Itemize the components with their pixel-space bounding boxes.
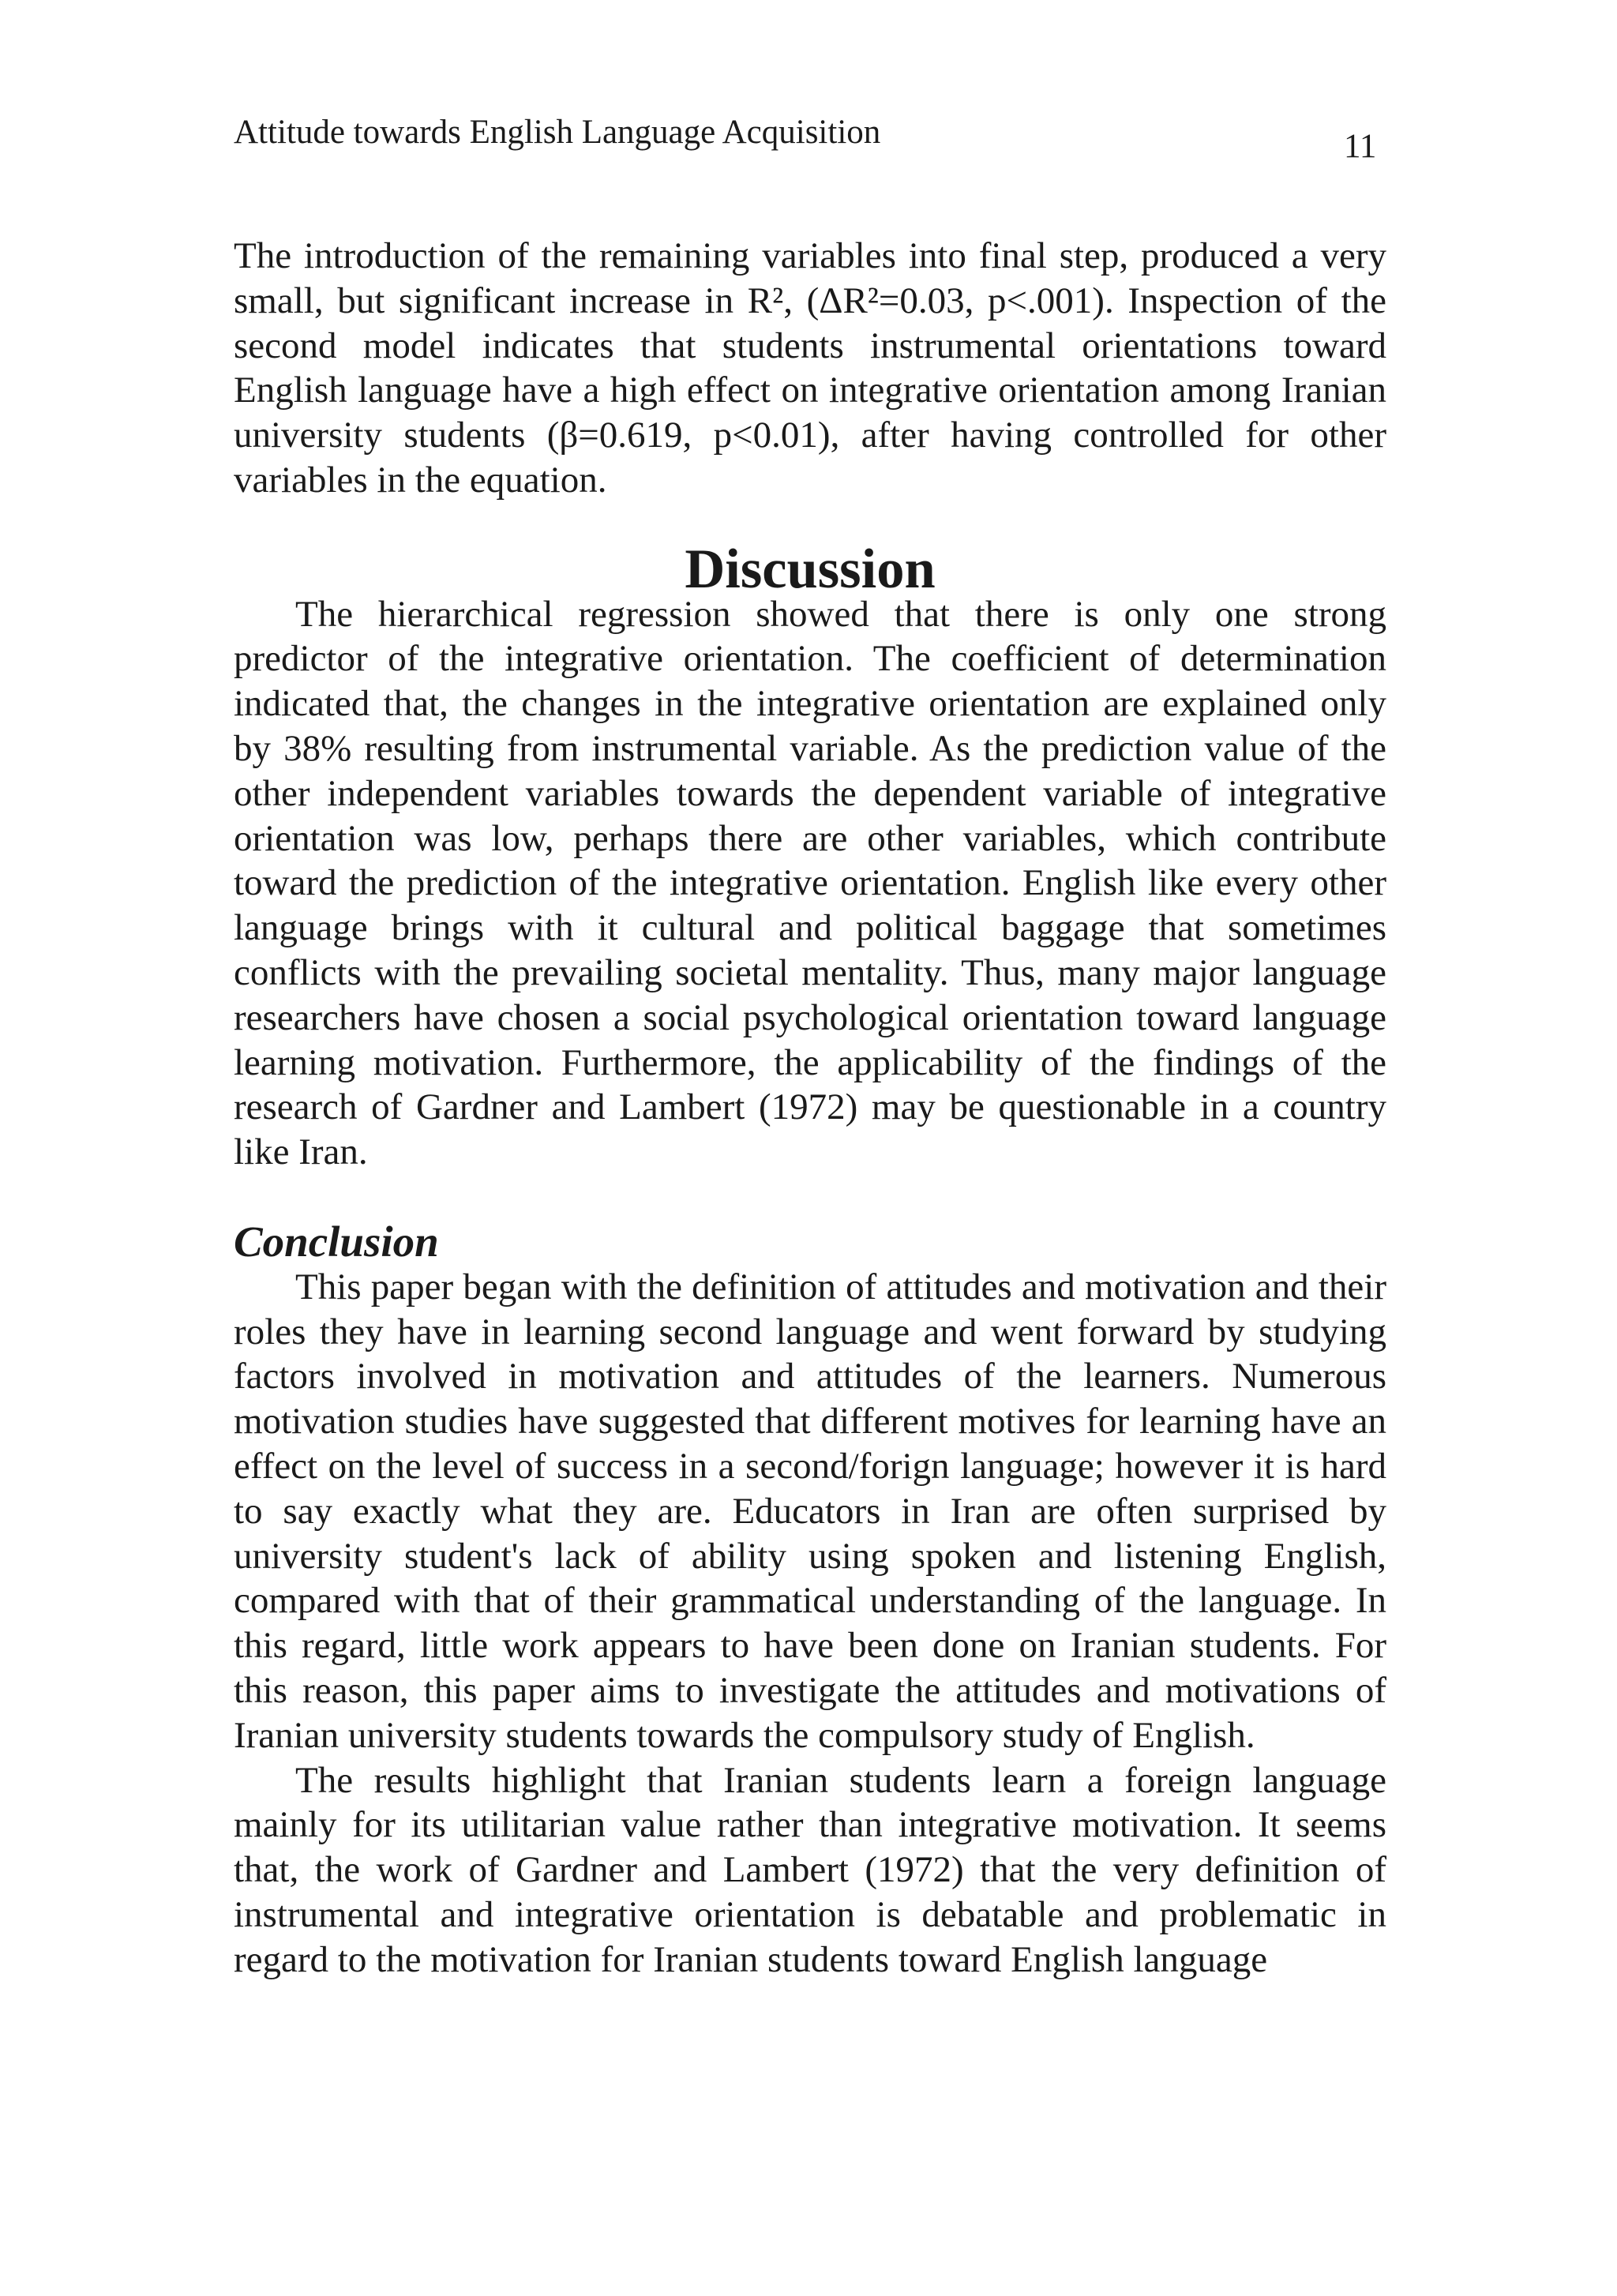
page-number: 11 — [1344, 128, 1377, 165]
running-head-title: Attitude towards English Language Acquisition — [234, 114, 881, 151]
discussion-heading: Discussion — [685, 538, 936, 600]
discussion-paragraph: The hierarchical regression showed that there is only one strong predictor of the integrative orientation. The coefficient of determination indicated that, the changes in the integrative orientation are explained only by 38% resulting from instrumental variable. As the prediction value of the other independent variables towards the dependent variable of integrative orientation was low, perhaps there are other variables, which contribute toward the prediction of the integrative orientation. English like every other language brings with it cultural and political baggage that sometimes conflicts with the prevailing societal mentality. Thus, many major language researchers have chosen a social psychological orientation toward language learning motivation. Furthermore, the applicability of the findings of the research of Gardner and Lambert (1972) may be questionable in a country like Iran. — [234, 593, 1386, 1173]
conclusion-paragraph-1: This paper began with the definition of attitudes and motivation and their roles they have in learning second language and went forward by studying factors involved in motivation and attitudes of the learners. Numerous motivation studies have suggested that different motives for learning have an effect on the level of success in a second/forign language; however it is hard to say exactly what they are. Educators in Iran are often surprised by university student's lack of ability using spoken and listening English, compared with that of their grammatical understanding of the language. In this regard, little work appears to have been done on Iranian students. For this reason, this paper aims to investigate the attitudes and motivations of Iranian university students towards the compulsory study of English. — [234, 1266, 1386, 1756]
conclusion-paragraph-2: The results highlight that Iranian students learn a foreign language mainly for its utilitarian value rather than integrative motivation. It seems that, the work of Gardner and Lambert (1972) that the very definition of instrumental and integrative orientation is debatable and problematic in regard to the motivation for Iranian students toward English language — [234, 1759, 1386, 1980]
intro-paragraph: The introduction of the remaining variables into final step, produced a very small, but significant increase in R², (ΔR²=0.03, p<.001). Inspection of the second model indicates that students instrumental orientations toward English language have a high effect on integrative orientation among Iranian university students (β=0.619, p<0.01), after having controlled for other variables in the equation. — [234, 235, 1386, 501]
conclusion-heading: Conclusion — [234, 1217, 439, 1266]
body-text — [234, 234, 1386, 1982]
